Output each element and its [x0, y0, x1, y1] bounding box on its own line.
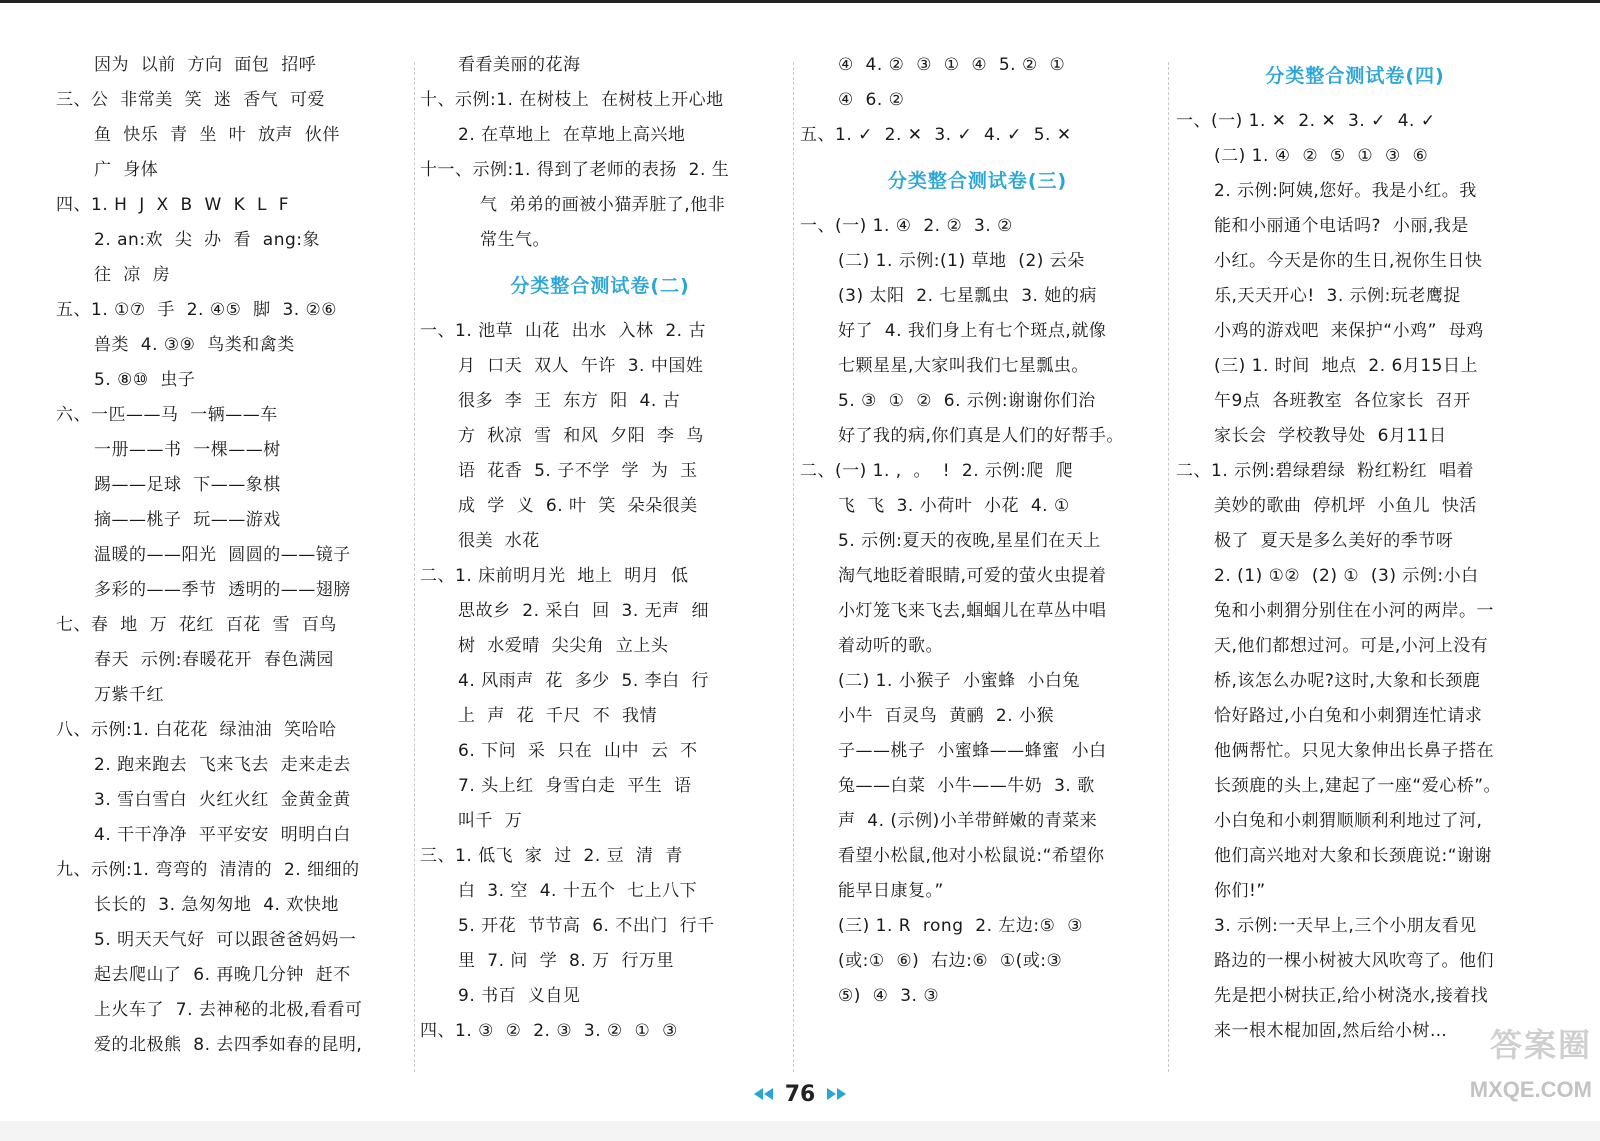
- answer-line: 六、一匹——马 一辆——车: [56, 405, 278, 425]
- answer-line: 子——桃子 小蜜蜂——蜂蜜 小白: [838, 741, 1107, 761]
- answer-line: 语 花香 5. 子不学 学 为 玉: [458, 461, 698, 481]
- answer-line: 乐,天天开心! 3. 示例:玩老鹰捉: [1214, 286, 1461, 306]
- watermark: [1432, 1020, 1592, 1130]
- answer-line: 7. 头上红 身雪白走 平生 语: [458, 776, 692, 796]
- answer-line: (二) 1. ④ ② ⑤ ① ③ ⑥: [1214, 146, 1429, 166]
- answer-line: 很美 水花: [458, 531, 540, 551]
- answer-line: 3. 雪白雪白 火红火红 金黄金黄: [94, 790, 351, 810]
- answer-line: 9. 书百 义自见: [458, 986, 581, 1006]
- answer-line: 兔和小刺猬分别住在小河的两岸。一: [1214, 601, 1494, 621]
- answer-column-4: [1176, 48, 1534, 1049]
- answer-line: 万紫千红: [94, 685, 164, 705]
- answer-line: 6. 下问 采 只在 山中 云 不: [458, 741, 698, 761]
- answer-line: (二) 1. 小猴子 小蜜蜂 小白兔: [838, 671, 1080, 691]
- answer-line: 家长会 学校教导处 6月11日: [1214, 426, 1447, 446]
- answer-line: 5. 示例:夏天的夜晚,星星们在天上: [838, 531, 1101, 551]
- answer-line: 小灯笼飞来飞去,蝈蝈儿在草丛中唱: [838, 601, 1107, 621]
- answer-line: 看看美丽的花海: [458, 55, 581, 75]
- page-footer: [0, 1074, 1600, 1114]
- answer-line: 爱的北极熊 8. 去四季如春的昆明,: [94, 1035, 363, 1055]
- section-heading: 分类整合测试卷(二): [510, 275, 690, 297]
- answer-line: 气 弟弟的画被小猫弄脏了,他非: [480, 195, 726, 215]
- answer-line: 2. an:欢 尖 办 看 ang:象: [94, 230, 320, 250]
- section-heading: 分类整合测试卷(四): [1265, 65, 1445, 87]
- answer-line: 思故乡 2. 采白 回 3. 无声 细: [458, 601, 709, 621]
- answer-line: 叫千 万: [458, 811, 523, 831]
- answer-line: 一、(一) 1. ✕ 2. ✕ 3. ✓ 4. ✓: [1176, 111, 1436, 131]
- answer-line: 二、(一) 1. , 。 ! 2. 示例:爬 爬: [800, 461, 1074, 481]
- answer-line: 上 声 花 千尺 不 我情: [458, 706, 658, 726]
- answer-line: 兔——白菜 小牛——牛奶 3. 歌: [838, 776, 1095, 796]
- answer-line: 5. ⑧⑩ 虫子: [94, 370, 196, 390]
- answer-line: 5. 明天天气好 可以跟爸爸妈妈一: [94, 930, 357, 950]
- answer-line: 飞 飞 3. 小荷叶 小花 4. ①: [838, 496, 1070, 516]
- answer-line: 一、(一) 1. ④ 2. ② 3. ②: [800, 216, 1013, 236]
- answer-line: 很多 李 王 东方 阳 4. 古: [458, 391, 681, 411]
- answer-line: 一册——书 一棵——树: [94, 440, 281, 460]
- answer-line: 长长的 3. 急匆匆地 4. 欢快地: [94, 895, 339, 915]
- answer-line: 能早日康复。”: [838, 881, 944, 901]
- prev-arrows-icon: [754, 1088, 773, 1100]
- answer-column-2: [420, 48, 780, 1049]
- answer-line: (二) 1. 示例:(1) 草地 (2) 云朵: [838, 251, 1085, 271]
- answer-line: 二、1. 示例:碧绿碧绿 粉红粉红 唱着: [1176, 461, 1474, 481]
- answer-line: 4. 干干净净 平平安安 明明白白: [94, 825, 351, 845]
- answer-line: 月 口天 双人 午许 3. 中国姓: [458, 356, 704, 376]
- answer-line: 方 秋凉 雪 和风 夕阳 李 鸟: [458, 426, 704, 446]
- answer-line: 春天 示例:春暖花开 春色满园: [94, 650, 334, 670]
- answer-line: 四、1. ③ ② 2. ③ 3. ② ① ③: [420, 1021, 678, 1041]
- answer-line: 树 水爱晴 尖尖角 立上头: [458, 636, 669, 656]
- answer-line: 三、公 非常美 笑 迷 香气 可爱: [56, 90, 326, 110]
- answer-line: 成 学 义 6. 叶 笑 朵朵很美: [458, 496, 698, 516]
- section-heading: 分类整合测试卷(三): [887, 170, 1068, 192]
- column-divider: [793, 62, 794, 1072]
- answer-line: 他俩帮忙。只见大象伸出长鼻子搭在: [1214, 741, 1494, 761]
- answer-line: 八、示例:1. 白花花 绿油油 笑哈哈: [56, 720, 337, 740]
- answer-line: 5. ③ ① ② 6. 示例:谢谢你们治: [838, 391, 1096, 411]
- answer-line: 桥,该怎么办呢?这时,大象和长颈鹿: [1214, 671, 1481, 691]
- answer-line: 能和小丽通个电话吗? 小丽,我是: [1214, 216, 1469, 236]
- answer-line: ④ 6. ②: [838, 90, 905, 110]
- answer-line: 因为 以前 方向 面包 招呼: [94, 55, 317, 75]
- bottom-bar: [0, 1121, 1600, 1141]
- answer-line: 七、春 地 万 花红 百花 雪 百鸟: [56, 615, 337, 635]
- answer-line: 他们高兴地对大象和长颈鹿说:“谢谢: [1214, 846, 1493, 866]
- answer-column-1: [56, 48, 411, 1063]
- answer-line: 上火车了 7. 去神秘的北极,看看可: [94, 1000, 363, 1020]
- answer-line: 小鸡的游戏吧 来保护“小鸡” 母鸡: [1214, 321, 1484, 341]
- column-divider: [414, 62, 415, 1072]
- answer-line: 2. 在草地上 在草地上高兴地: [458, 125, 686, 145]
- top-rule: [0, 0, 1600, 3]
- answer-line: 4. 风雨声 花 多少 5. 李白 行: [458, 671, 709, 691]
- answer-line: 小红。今天是你的生日,祝你生日快: [1214, 251, 1483, 271]
- answer-line: (三) 1. 时间 地点 2. 6月15日上: [1214, 356, 1478, 376]
- answer-line: 常生气。: [480, 230, 550, 250]
- answer-line: 好了 4. 我们身上有七个斑点,就像: [838, 321, 1107, 341]
- answer-line: 2. (1) ①② (2) ① (3) 示例:小白: [1214, 566, 1479, 586]
- answer-line: 小牛 百灵鸟 黄鹂 2. 小猴: [838, 706, 1055, 726]
- answer-line: 好了我的病,你们真是人们的好帮手。: [838, 426, 1124, 446]
- answer-line: 鱼 快乐 青 坐 叶 放声 伙伴: [94, 125, 340, 145]
- answer-line: ④ 4. ② ③ ① ④ 5. ② ①: [838, 55, 1066, 75]
- watermark-logo: 答案圈: [1489, 1026, 1592, 1064]
- answer-line: 5. 开花 节节高 6. 不出门 行千: [458, 916, 715, 936]
- answer-line: 二、1. 床前明月光 地上 明月 低: [420, 566, 689, 586]
- answer-line: 里 7. 问 学 8. 万 行万里: [458, 951, 674, 971]
- answer-line: 五、1. ①⑦ 手 2. ④⑤ 脚 3. ②⑥: [56, 300, 338, 320]
- answer-line: 声 4. (示例)小羊带鲜嫩的青菜来: [838, 811, 1098, 831]
- answer-line: 十一、示例:1. 得到了老师的表扬 2. 生: [420, 160, 730, 180]
- answer-line: 3. 示例:一天早上,三个小朋友看见: [1214, 916, 1477, 936]
- answer-line: 十、示例:1. 在树枝上 在树枝上开心地: [420, 90, 724, 110]
- answer-line: 你们!”: [1214, 881, 1266, 901]
- next-arrows-icon: [827, 1088, 846, 1100]
- answer-line: 午9点 各班教室 各位家长 召开: [1214, 391, 1471, 411]
- answer-line: 四、1. H J X B W K L F: [56, 195, 290, 215]
- answer-line: 路边的一棵小树被大风吹弯了。他们: [1214, 951, 1494, 971]
- answer-line: 一、1. 池草 山花 出水 入林 2. 古: [420, 321, 706, 341]
- answer-line: 天,他们都想过河。可是,小河上没有: [1214, 636, 1489, 656]
- answer-line: 七颗星星,大家叫我们七星瓢虫。: [838, 356, 1089, 376]
- answer-line: (或:① ⑥) 右边:⑥ ①(或:③: [838, 951, 1063, 971]
- watermark-url: MXQE.COM: [1469, 1077, 1592, 1102]
- answer-line: 兽类 4. ③⑨ 鸟类和禽类: [94, 335, 295, 355]
- answer-line: 温暖的——阳光 圆圆的——镜子: [94, 545, 351, 565]
- answer-line: 起去爬山了 6. 再晚几分钟 赶不: [94, 965, 351, 985]
- answer-line: 白 3. 空 4. 十五个 七上八下: [458, 881, 698, 901]
- answer-line: 小白兔和小刺猬顺顺利利地过了河,: [1214, 811, 1483, 831]
- answer-line: 广 身体: [94, 160, 159, 180]
- answer-line: ⑤) ④ 3. ③: [838, 986, 940, 1006]
- answer-line: 九、示例:1. 弯弯的 清清的 2. 细细的: [56, 860, 360, 880]
- answer-line: 多彩的——季节 透明的——翅膀: [94, 580, 351, 600]
- answer-column-3: [800, 48, 1155, 1014]
- answer-line: 往 凉 房: [94, 265, 171, 285]
- answer-line: (三) 1. R rong 2. 左边:⑤ ③: [838, 916, 1083, 936]
- answer-line: 三、1. 低飞 家 过 2. 豆 清 青: [420, 846, 683, 866]
- answer-line: 淘气地眨着眼睛,可爱的萤火虫提着: [838, 566, 1107, 586]
- answer-line: 2. 跑来跑去 飞来飞去 走来走去: [94, 755, 351, 775]
- answer-line: 先是把小树扶正,给小树浇水,接着找: [1214, 986, 1489, 1006]
- column-divider: [1168, 62, 1169, 1072]
- answer-line: 来一根木棍加固,然后给小树…: [1214, 1021, 1448, 1041]
- answer-line: 踢——足球 下——象棋: [94, 475, 281, 495]
- answer-line: (3) 太阳 2. 七星瓢虫 3. 她的病: [838, 286, 1097, 306]
- answer-line: 长颈鹿的头上,建起了一座“爱心桥”。: [1214, 776, 1502, 796]
- answer-line: 2. 示例:阿姨,您好。我是小红。我: [1214, 181, 1477, 201]
- answer-line: 美妙的歌曲 停机坪 小鱼儿 快活: [1214, 496, 1477, 516]
- page-number: 76: [784, 1081, 816, 1107]
- answer-line: 看望小松鼠,他对小松鼠说:“希望你: [838, 846, 1105, 866]
- answer-line: 五、1. ✓ 2. ✕ 3. ✓ 4. ✓ 5. ✕: [800, 125, 1072, 145]
- answer-line: 着动听的歌。: [838, 636, 943, 656]
- answer-line: 摘——桃子 玩——游戏: [94, 510, 281, 530]
- answer-line: 恰好路过,小白兔和小刺猬连忙请求: [1214, 706, 1483, 726]
- answer-line: 极了 夏天是多么美好的季节呀: [1214, 531, 1454, 551]
